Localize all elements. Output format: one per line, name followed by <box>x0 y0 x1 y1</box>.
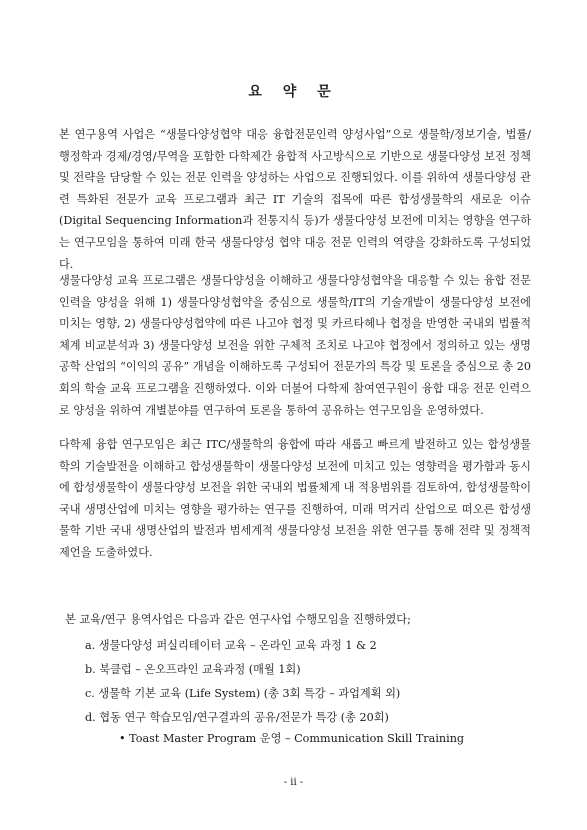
list-item: a. 생물다양성 퍼실리테이터 교육 – 온라인 교육 과정 1 & 2 <box>85 639 377 652</box>
paragraph-text: 본 연구용역 사업은 “생물다양성협약 대응 융합전문인력 양성사업”으로 생물학/정보기술, 법률/행정학과 경제/경영/무역을 포함한 다학제간 융합적 사고방식으로 기반으로 생물다양성 보전 정책 및 전략을 담당할 수 있는 전문 인력을 양성하는 사업으로 진행되었다. 이를 위하여 생물다양성 관련 특화된 전문가 교육 프로그램과 최근 IT 기술의 접목에 따른 합성생물학의 새로운 이슈(Digital Sequencing Information과 전통지식 등)가 생물다양성 보전에 미치는 영향을 연구하는 연구모임을 통하여 미래 한국 생물다양성 협약 대응 전문 인력의 역량을 강화하도록 구성되었다. <box>59 128 531 271</box>
page-title: 요 약 문 <box>248 84 339 100</box>
paragraph-2 <box>59 270 531 421</box>
page-number: - ii - <box>283 777 304 788</box>
list-item: d. 협동 연구 학습모임/연구결과의 공유/전문가 특강 (총 20회) <box>85 711 389 724</box>
list-item: c. 생물학 기본 교육 (Life System) (총 3회 특강 – 과업계획 외) <box>85 687 401 700</box>
bullet-item: • Toast Master Program 운영 – Communication Skill Training <box>119 732 465 745</box>
paragraph-1 <box>59 124 531 275</box>
list-item: b. 북클럽 – 온오프라인 교육과정 (매월 1회) <box>85 663 301 676</box>
activity-list <box>85 634 400 730</box>
paragraph-3 <box>59 434 531 564</box>
list-intro: 본 교육/연구 용역사업은 다음과 같은 연구사업 수행모임을 진행하였다; <box>65 613 411 626</box>
paragraph-text: 생물다양성 교육 프로그램은 생물다양성을 이해하고 생물다양성협약을 대응할 수 있는 융합 전문 인력을 양성을 위해 1) 생물다양성협약을 중심으로 생물학/IT의 기술개발이 생물다양성 보전에 미치는 영향, 2) 생물다양성협약에 따른 나고야 협정 및 카르타헤나 협정을 반영한 국내외 법률적 체계 비교분석과 3) 생물다양성 보전을 위한 구체적 조치로 나고야 협정에서 정의하고 있는 생명공학 산업의 “이익의 공유” 개념을 이해하도록 구성되어 전문가의 특강 및 토론을 중심으로 총 20회의 학술 교육 프로그램을 진행하였다. 이와 더불어 다학제 참여연구원이 융합 대응 전문 인력으로 양성을 위하여 개별분야를 연구하여 토론을 통하여 공유하는 연구모임을 운영하였다. <box>59 274 531 417</box>
paragraph-text: 다학제 융합 연구모임은 최근 ITC/생물학의 융합에 따라 새롭고 빠르게 발전하고 있는 합성생물학의 기술발전을 이해하고 합성생물학이 생물다양성 보전에 미치고 있는 영향력을 평가함과 동시에 합성생물학이 생물다양성 보전을 위한 국내외 법률체계 내 적용범위를 검토하여, 합성생물학이 국내 생명산업에 미치는 영향을 평가하는 연구를 진행하여, 미래 먹거리 산업으로 떠오른 합성생물학 기반 국내 생명산업의 발전과 범세계적 생물다양성 보전을 위한 연구를 통해 전략 및 정책적 제언을 도출하였다. <box>59 438 531 559</box>
